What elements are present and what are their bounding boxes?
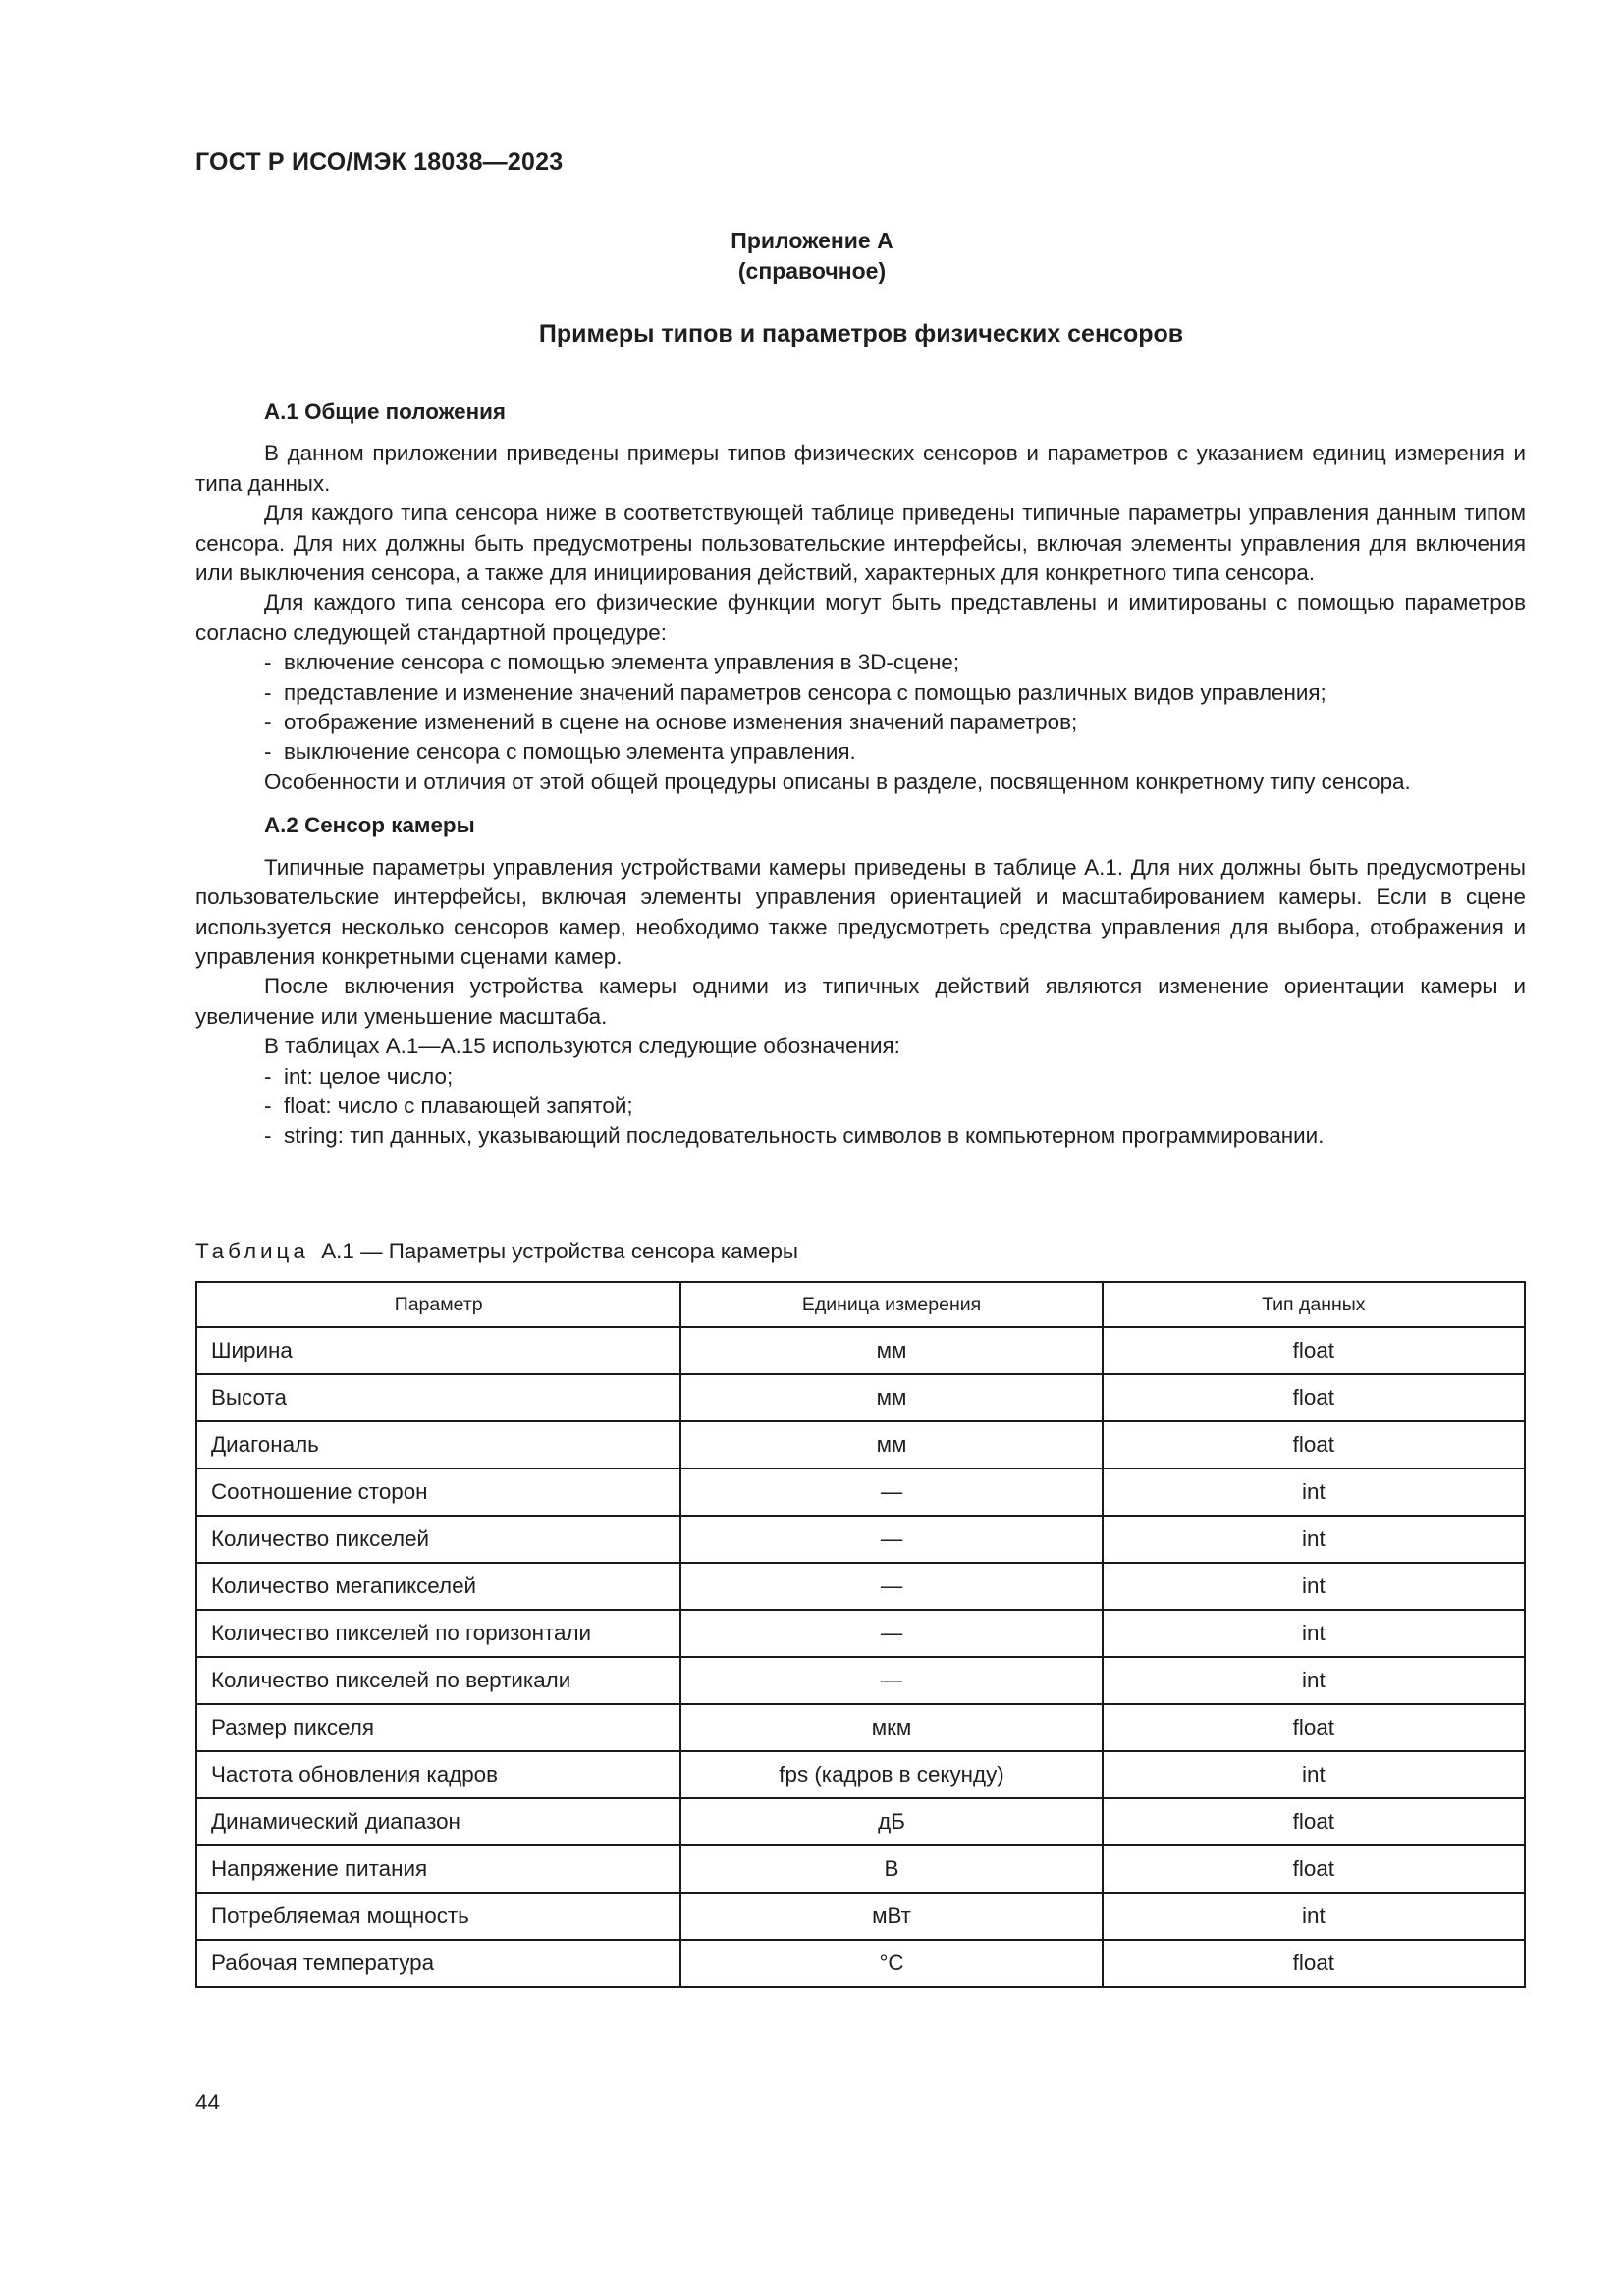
- table-cell: float: [1103, 1798, 1525, 1845]
- paragraph: Типичные параметры управления устройствами камеры приведены в таблице А.1. Для них должны быть предусмотрены пользовательские интерфейсы, включая элементы управления ориентацией и масштабированием камеры. Если в сцене используется несколько сенсоров камер, необходимо также предусмотреть средства управления для выбора, отображения и управления конкретными сценами камер.: [195, 854, 1526, 969]
- table-cell: Ширина: [196, 1327, 680, 1374]
- table-cell: Количество пикселей: [196, 1516, 680, 1563]
- table-cell: °С: [680, 1940, 1102, 1987]
- table-cell: int: [1103, 1610, 1525, 1657]
- table-cell: float: [1103, 1421, 1525, 1468]
- table-cell: float: [1103, 1374, 1525, 1421]
- list-item: - отображение изменений в сцене на основе изменения значений параметров;: [264, 710, 1078, 735]
- table-row: [196, 1657, 1525, 1704]
- table-row: [196, 1421, 1525, 1468]
- list-item: - представление и изменение значений параметров сенсора с помощью различных видов управления;: [264, 679, 1326, 705]
- annex-title: Примеры типов и параметров физических сенсоров: [538, 320, 1184, 347]
- procedure-list: [195, 648, 1526, 768]
- table-row: [196, 1893, 1525, 1940]
- table-cell: —: [680, 1468, 1102, 1516]
- table-cell: float: [1103, 1704, 1525, 1751]
- section-heading-a2: А.2 Сенсор камеры: [264, 813, 475, 838]
- table-cell: float: [1103, 1845, 1525, 1893]
- table-row: [196, 1563, 1525, 1610]
- table-cell: Рабочая температура: [196, 1940, 680, 1987]
- table-cell: В: [680, 1845, 1102, 1893]
- paragraph: Для каждого типа сенсора его физические функции могут быть представлены и имитированы с помощью параметров согласно следующей стандартной процедуре:: [195, 590, 1526, 645]
- table-cell: int: [1103, 1516, 1525, 1563]
- table-cell: —: [680, 1516, 1102, 1563]
- table-cell: Размер пикселя: [196, 1704, 680, 1751]
- table-cell: Диагональ: [196, 1421, 680, 1468]
- table-caption-label: Таблица: [195, 1239, 309, 1263]
- table-cell: мкм: [680, 1704, 1102, 1751]
- table-row: [196, 1374, 1525, 1421]
- list-item: - float: число с плавающей запятой;: [264, 1093, 633, 1118]
- table-cell: float: [1103, 1327, 1525, 1374]
- table-cell: int: [1103, 1893, 1525, 1940]
- table-caption: [195, 1239, 798, 1264]
- body-text: [195, 398, 1526, 1151]
- table-cell: int: [1103, 1751, 1525, 1798]
- table-header-row: [196, 1282, 1525, 1327]
- list-item: - string: тип данных, указывающий последовательность символов в компьютерном программировании.: [264, 1123, 1325, 1148]
- notation-list: [195, 1062, 1526, 1151]
- paragraph: Для каждого типа сенсора ниже в соответствующей таблице приведены типичные параметры управления данным типом сенсора. Для них должны быть предусмотрены пользовательские интерфейсы, включая элементы управления для включения или выключения сенсора, а также для инициирования действий, характерных для конкретного типа сенсора.: [195, 501, 1526, 586]
- table-cell: int: [1103, 1563, 1525, 1610]
- table-cell: —: [680, 1657, 1102, 1704]
- table-row: [196, 1751, 1525, 1798]
- annex-label: Приложение А: [731, 228, 893, 253]
- table-row: [196, 1845, 1525, 1893]
- column-header: Параметр: [196, 1282, 680, 1327]
- table-cell: Количество пикселей по горизонтали: [196, 1610, 680, 1657]
- table-row: [196, 1516, 1525, 1563]
- section-heading-a1: А.1 Общие положения: [264, 400, 506, 424]
- paragraph: Особенности и отличия от этой общей процедуры описаны в разделе, посвященном конкретному типу сенсора.: [264, 769, 1411, 794]
- table-cell: Количество пикселей по вертикали: [196, 1657, 680, 1704]
- table-cell: Соотношение сторон: [196, 1468, 680, 1516]
- list-item: - выключение сенсора с помощью элемента управления.: [264, 739, 856, 765]
- table-cell: fps (кадров в секунду): [680, 1751, 1102, 1798]
- table-cell: Количество мегапикселей: [196, 1563, 680, 1610]
- paragraph: В данном приложении приведены примеры типов физических сенсоров и параметров с указанием единиц измерения и типа данных.: [195, 441, 1526, 496]
- table-row: [196, 1610, 1525, 1657]
- table-row: [196, 1327, 1525, 1374]
- table-row: [196, 1468, 1525, 1516]
- table-cell: Напряжение питания: [196, 1845, 680, 1893]
- table-cell: мм: [680, 1374, 1102, 1421]
- table-cell: float: [1103, 1940, 1525, 1987]
- table-cell: int: [1103, 1657, 1525, 1704]
- camera-parameters-table: [195, 1281, 1526, 1988]
- table-cell: дБ: [680, 1798, 1102, 1845]
- table-cell: —: [680, 1563, 1102, 1610]
- paragraph: После включения устройства камеры одними из типичных действий являются изменение ориентации камеры и увеличение или уменьшение масштаба.: [195, 974, 1526, 1029]
- column-header: Тип данных: [1103, 1282, 1525, 1327]
- table-cell: Потребляемая мощность: [196, 1893, 680, 1940]
- table-cell: мм: [680, 1327, 1102, 1374]
- standard-header: ГОСТ Р ИСО/МЭК 18038—2023: [195, 148, 564, 176]
- list-item: - включение сенсора с помощью элемента управления в 3D-сцене;: [264, 650, 960, 675]
- paragraph: В таблицах А.1—А.15 используются следующие обозначения:: [264, 1034, 900, 1059]
- list-item: - int: целое число;: [264, 1063, 454, 1089]
- table-row: [196, 1798, 1525, 1845]
- table-cell: Высота: [196, 1374, 680, 1421]
- table-cell: мм: [680, 1421, 1102, 1468]
- page-number: 44: [195, 2090, 220, 2114]
- table-cell: Частота обновления кадров: [196, 1751, 680, 1798]
- table-row: [196, 1704, 1525, 1751]
- annex-status: (справочное): [737, 258, 887, 284]
- table-cell: Динамический диапазон: [196, 1798, 680, 1845]
- table-cell: мВт: [680, 1893, 1102, 1940]
- table-cell: int: [1103, 1468, 1525, 1516]
- table-caption-text: А.1 — Параметры устройства сенсора камеры: [321, 1239, 799, 1263]
- column-header: Единица измерения: [680, 1282, 1102, 1327]
- table-row: [196, 1940, 1525, 1987]
- table-cell: —: [680, 1610, 1102, 1657]
